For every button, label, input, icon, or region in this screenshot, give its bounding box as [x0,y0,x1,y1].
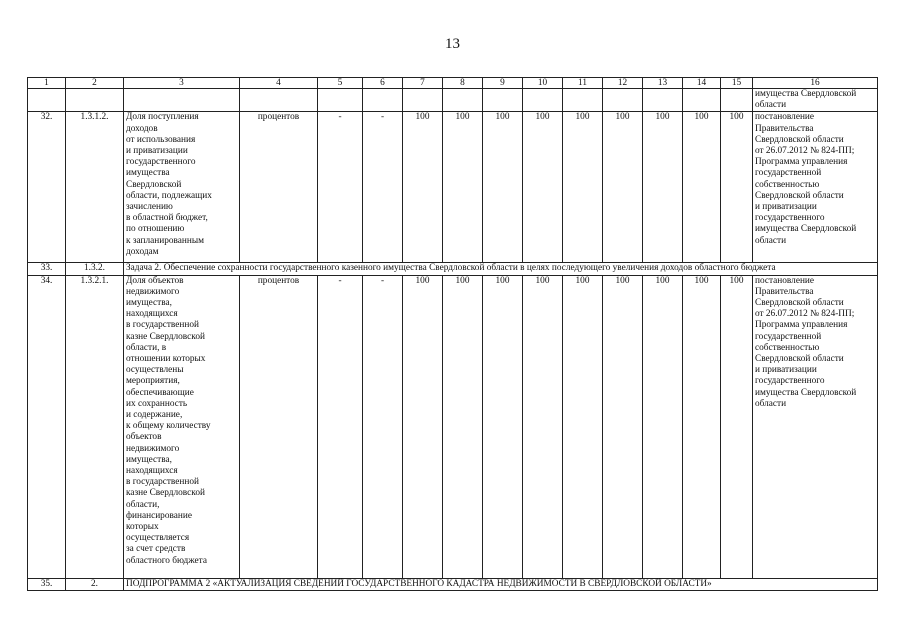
header-cell: 2 [66,78,124,89]
header-cell: 11 [563,78,603,89]
value-col12: 100 [603,112,643,263]
header-cell: 8 [443,78,483,89]
header-cell: 16 [753,78,878,89]
header-cell: 13 [643,78,683,89]
header-cell: 3 [124,78,240,89]
row-number: 35. [28,578,66,590]
header-cell: 4 [240,78,318,89]
table-row [28,275,878,578]
row-number: 33. [28,263,66,275]
value-col11: 100 [563,275,603,578]
header-cell: 15 [721,78,753,89]
indicator-code: 1.3.1.2. [66,112,124,263]
header-cell: 9 [483,78,523,89]
value-col14: 100 [683,112,721,263]
value-col15: 100 [721,275,753,578]
subprogram-row [28,578,878,590]
subprogram-title: ПОДПРОГРАММА 2 «АКТУАЛИЗАЦИЯ СВЕДЕНИЙ ГОСУДАРСТВЕННОГО КАДАСТРА НЕДВИЖИМОСТИ В СВЕРДЛОВСКОЙ ОБЛАСТИ» [124,578,878,590]
row-number: 32. [28,112,66,263]
value-col11: 100 [563,112,603,263]
task-title: Задача 2. Обеспечение сохранности государственного казенного имущества Свердловской области в целях последующего увеличения доходов областного бюджета [124,263,878,275]
value-col7: 100 [403,112,443,263]
header-cell: 12 [603,78,643,89]
value-col14: 100 [683,275,721,578]
unit: процентов [240,275,318,578]
value-col10: 100 [523,275,563,578]
header-cell: 14 [683,78,721,89]
task-code: 1.3.2. [66,263,124,275]
continuation-source: имущества Свердловской области [753,89,878,112]
indicator-name: Доля поступления доходов от использования и приватизации государственного имущества Свердловской области, подлежащих зачислению в областной бюджет, по отношению к запланированным доходам [124,112,240,263]
page-number: 13 [445,36,460,52]
value-col8: 100 [443,112,483,263]
value-col9: 100 [483,275,523,578]
value-col6: - [363,275,403,578]
source-document: постановление Правительства Свердловской области от 26.07.2012 № 824-ПП; Программа управления государственной собственностью Свердловской области и приватизации государственного имущества Свердловской области [753,275,878,578]
value-col5: - [318,112,363,263]
value-col13: 100 [643,275,683,578]
value-col12: 100 [603,275,643,578]
value-col9: 100 [483,112,523,263]
indicators-table [27,77,878,591]
subprogram-code: 2. [66,578,124,590]
header-row [28,78,878,89]
row-number: 34. [28,275,66,578]
source-document: постановление Правительства Свердловской области от 26.07.2012 № 824-ПП; Программа управления государственной собственностью Свердловской области и приватизации государственного имущества Свердловской области [753,112,878,263]
value-col8: 100 [443,275,483,578]
header-cell: 1 [28,78,66,89]
table-row [28,112,878,263]
indicator-code: 1.3.2.1. [66,275,124,578]
header-cell: 6 [363,78,403,89]
value-col13: 100 [643,112,683,263]
unit: процентов [240,112,318,263]
header-cell: 5 [318,78,363,89]
value-col7: 100 [403,275,443,578]
value-col5: - [318,275,363,578]
task-row [28,263,878,275]
value-col10: 100 [523,112,563,263]
indicator-name: Доля объектов недвижимого имущества, находящихся в государственной казне Свердловской области, в отношении которых осуществлены мероприятия, обеспечивающие их сохранность и содержание, к общему количеству объектов недвижимого имущества, находящихся в государственной казне Свердловской области, финансирование которых осуществляется за счет средств областного бюджета [124,275,240,578]
continuation-row [28,89,878,112]
header-cell: 7 [403,78,443,89]
header-cell: 10 [523,78,563,89]
value-col6: - [363,112,403,263]
value-col15: 100 [721,112,753,263]
